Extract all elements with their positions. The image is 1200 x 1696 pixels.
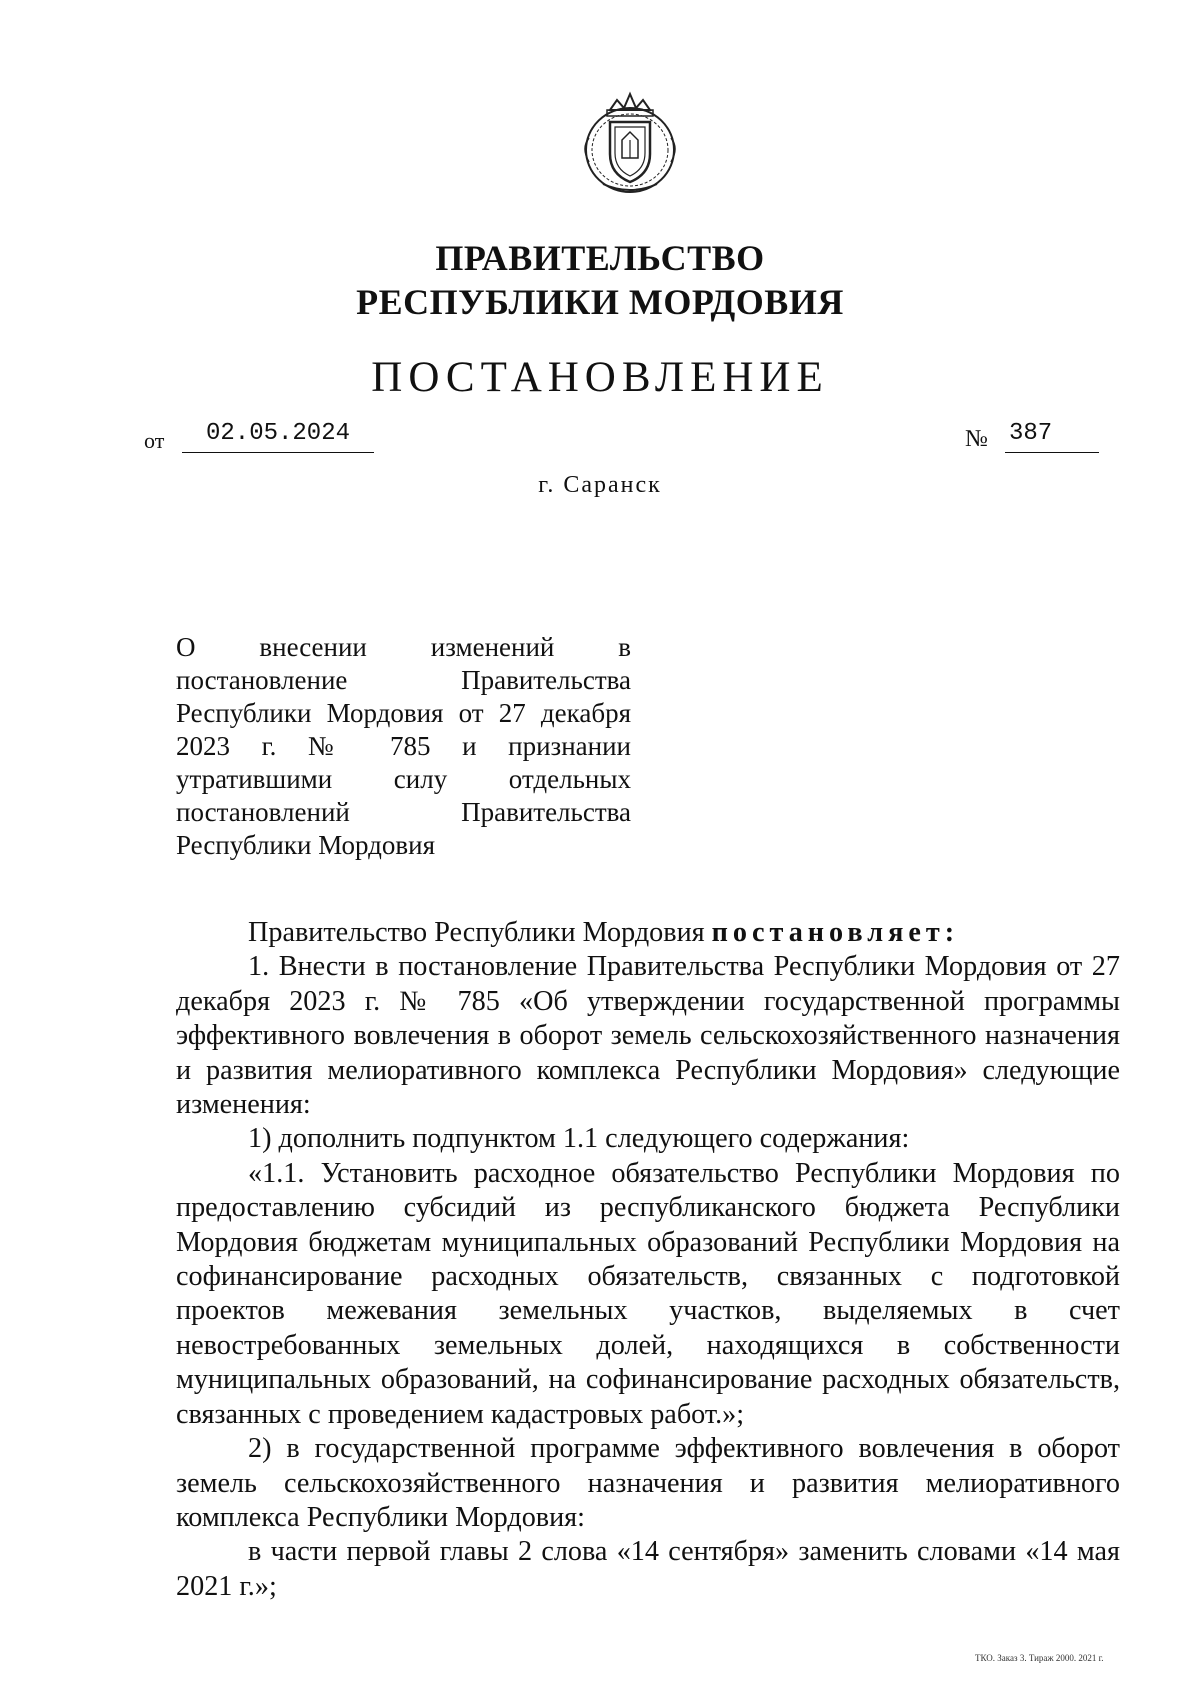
coat-of-arms-icon xyxy=(577,88,683,198)
document-subject xyxy=(176,631,631,862)
subject-line: О внесении изменений в xyxy=(176,632,631,662)
body-paragraph-3: «1.1. Установить расходное обязательство Республики Мордовия по предоставлению субсидий из республиканского бюджета Республики Мордовия бюджетам муниципальных образований Республики Мордовия на софинансирование расходных обязательств, связанных с подготовкой проектов межевания земельных участков, выделяемых в счет невостребованных земельных долей, находящихся в собственности муниципальных образований, на софинансирование расходных обязательств, связанных с проведением кадастровых работ.»; xyxy=(176,1157,1120,1430)
print-info-footer: ТКО. Заказ 3. Тираж 2000. 2021 г. xyxy=(975,1653,1104,1663)
organization-name-line2: РЕСПУБЛИКИ МОРДОВИЯ xyxy=(356,282,844,322)
body-paragraph-1: 1. Внести в постановление Правительства Республики Мордовия от 27 декабря 2023 г. № 785 «Об утверждении государственной программы эффективного вовлечения в оборот земель сельскохозяйственного назначения и развития мелиоративного комплекса Республики Мордовия» следующие изменения: xyxy=(176,951,1120,1121)
number-prefix: № xyxy=(965,426,988,452)
document-type-title: ПОСТАНОВЛЕНИЕ xyxy=(371,354,829,401)
intro-text: Правительство Республики Мордовия xyxy=(248,917,705,948)
document-body xyxy=(176,916,1120,1604)
decrees-word: постановляет: xyxy=(711,917,960,948)
date-prefix: от xyxy=(144,428,165,453)
body-paragraph-5: в части первой главы 2 слова «14 сентября» заменить словами «14 мая 2021 г.»; xyxy=(176,1536,1120,1602)
body-paragraph-2: 1) дополнить подпунктом 1.1 следующего содержания: xyxy=(248,1123,910,1155)
subject-line: Республики Мордовия xyxy=(176,830,436,860)
number-value: 387 xyxy=(1005,420,1099,453)
organization-name-line1: ПРАВИТЕЛЬСТВО xyxy=(435,238,765,278)
subject-line: 2023 г. № 785 и признании xyxy=(176,731,631,761)
subject-line: утратившими силу отдельных xyxy=(176,764,631,794)
body-paragraph-4: 2) в государственной программе эффективного вовлечения в оборот земель сельскохозяйственного назначения и развития мелиоративного комплекса Республики Мордовия: xyxy=(176,1433,1120,1533)
intro-paragraph xyxy=(176,916,1120,950)
subject-line: постановление Правительства xyxy=(176,665,631,695)
subject-line: Республики Мордовия от 27 декабря xyxy=(176,698,631,728)
date-value: 02.05.2024 xyxy=(182,420,374,453)
city: г. Саранск xyxy=(538,472,662,498)
subject-line: постановлений Правительства xyxy=(176,797,631,827)
